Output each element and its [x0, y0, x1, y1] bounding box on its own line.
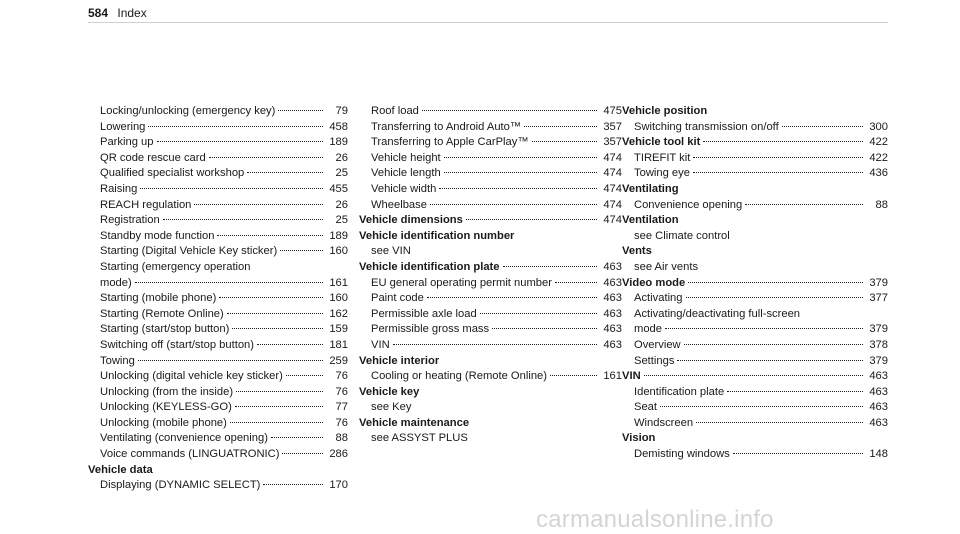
- index-subentry: [88, 229, 348, 245]
- entry-label: EU general operating permit number: [371, 276, 552, 289]
- entry-label: Vehicle tool kit: [622, 136, 701, 149]
- page-reference: 26: [335, 151, 348, 164]
- index-subentry: [88, 182, 348, 198]
- dot-leader: [236, 391, 323, 392]
- entry-label: Starting (start/stop button): [100, 323, 230, 336]
- dot-leader: [733, 453, 863, 454]
- dot-leader: [422, 110, 597, 111]
- entry-label: Unlocking (mobile phone): [100, 416, 227, 429]
- entry-label: Qualified specialist workshop: [100, 167, 245, 180]
- entry-label: Switching transmission on/off: [634, 120, 779, 133]
- index-subentry: [88, 431, 348, 447]
- page-reference: 378: [869, 338, 888, 351]
- index-subentry: [88, 447, 348, 463]
- page-reference: 259: [329, 354, 348, 367]
- page-reference: 422: [869, 136, 888, 149]
- index-subentry: [88, 385, 348, 401]
- index-subentry: [359, 104, 622, 120]
- dot-leader: [660, 406, 863, 407]
- index-reference: see Air vents: [634, 260, 699, 273]
- entry-label: mode): [100, 276, 132, 289]
- dot-leader: [480, 313, 597, 314]
- entry-label: Settings: [634, 354, 675, 367]
- page-reference: 159: [329, 323, 348, 336]
- entry-label: Ventilating (convenience opening): [100, 432, 268, 445]
- index-subentry: [359, 120, 622, 136]
- index-subentry: [622, 198, 888, 214]
- dot-leader: [282, 453, 323, 454]
- index-subentry: [88, 478, 348, 494]
- dot-leader: [148, 126, 323, 127]
- index-subentry: [88, 166, 348, 182]
- watermark: carmanualsonline.info: [536, 506, 774, 533]
- page-reference: 463: [603, 338, 622, 351]
- dot-leader: [686, 297, 863, 298]
- entry-label: REACH regulation: [100, 198, 192, 211]
- entry-label: Starting (Digital Vehicle Key sticker): [100, 245, 278, 258]
- entry-label: Permissible gross mass: [371, 323, 490, 336]
- index-subentry: [88, 369, 348, 385]
- index-subentry: [622, 166, 888, 182]
- entry-label: Convenience opening: [634, 198, 743, 211]
- page-reference: 463: [869, 385, 888, 398]
- index-subentry: [88, 322, 348, 338]
- dot-leader: [677, 360, 863, 361]
- entry-label: Wheelbase: [371, 198, 427, 211]
- index-reference: Activating/deactivating full-screen: [634, 307, 801, 320]
- page-reference: 474: [603, 167, 622, 180]
- entry-label: Standby mode function: [100, 229, 215, 242]
- index-entry: [359, 260, 622, 276]
- index-reference: Starting (emergency operation: [100, 260, 251, 273]
- page-reference: 463: [869, 401, 888, 414]
- index-heading: Vehicle maintenance: [359, 416, 470, 429]
- index-subentry: [359, 369, 622, 385]
- page-reference: 76: [335, 416, 348, 429]
- page-reference: 357: [603, 136, 622, 149]
- entry-label: Lowering: [100, 120, 146, 133]
- entry-label: Transferring to Apple CarPlay™: [371, 136, 529, 149]
- page-reference: 436: [869, 167, 888, 180]
- page-reference: 475: [603, 105, 622, 117]
- page-reference: 463: [603, 292, 622, 305]
- dot-leader: [271, 437, 323, 438]
- entry-label: mode: [634, 323, 662, 336]
- page-reference: 76: [335, 385, 348, 398]
- index-subentry: [88, 244, 348, 260]
- index-subentry: [88, 338, 348, 354]
- index-subentry: [88, 151, 348, 167]
- dot-leader: [194, 204, 323, 205]
- page-reference: 463: [869, 416, 888, 429]
- dot-leader: [138, 360, 323, 361]
- index-subentry: [359, 322, 622, 338]
- index-reference: see ASSYST PLUS: [371, 432, 468, 445]
- entry-label: Locking/unlocking (emergency key): [100, 105, 276, 117]
- index-subentry: [622, 120, 888, 136]
- index-entry: [622, 369, 888, 385]
- entry-label: Registration: [100, 214, 160, 227]
- page-reference: 463: [603, 276, 622, 289]
- page-reference: 463: [603, 307, 622, 320]
- page-reference: 148: [869, 448, 888, 461]
- dot-leader: [782, 126, 863, 127]
- dot-leader: [696, 422, 863, 423]
- index-heading: Vents: [622, 245, 652, 258]
- dot-leader: [665, 328, 863, 329]
- entry-label: TIREFIT kit: [634, 151, 691, 164]
- index-subentry: [622, 291, 888, 307]
- page-reference: 189: [329, 136, 348, 149]
- index-subentry: [88, 416, 348, 432]
- page-reference: 463: [869, 370, 888, 383]
- entry-label: Cooling or heating (Remote Online): [371, 370, 547, 383]
- dot-leader: [209, 157, 323, 158]
- dot-leader: [430, 204, 597, 205]
- entry-label: Towing: [100, 354, 135, 367]
- dot-leader: [286, 375, 323, 376]
- page-reference: 377: [869, 292, 888, 305]
- dot-leader: [257, 344, 323, 345]
- index-subentry: [622, 447, 888, 463]
- page-reference: 463: [603, 323, 622, 336]
- page-reference: 88: [875, 198, 888, 211]
- dot-leader: [393, 344, 597, 345]
- index-subentry: [359, 276, 622, 292]
- entry-label: Vehicle height: [371, 151, 441, 164]
- dot-leader: [280, 250, 323, 251]
- dot-leader: [688, 282, 863, 283]
- index-subentry: [359, 166, 622, 182]
- page-reference: 77: [335, 401, 348, 414]
- dot-leader: [444, 157, 597, 158]
- index-subentry: [359, 198, 622, 214]
- entry-label: Starting (mobile phone): [100, 292, 217, 305]
- entry-label: Overview: [634, 338, 681, 351]
- entry-label: VIN: [622, 370, 641, 383]
- page-reference: 463: [603, 260, 622, 273]
- entry-label: VIN: [371, 338, 390, 351]
- index-reference: see Key: [371, 401, 412, 414]
- index-subentry: [88, 354, 348, 370]
- entry-label: Displaying (DYNAMIC SELECT): [100, 479, 261, 492]
- entry-label: Unlocking (KEYLESS-GO): [100, 401, 232, 414]
- index-subentry: [359, 182, 622, 198]
- entry-label: Starting (Remote Online): [100, 307, 224, 320]
- index-subentry: [359, 135, 622, 151]
- entry-label: Seat: [634, 401, 658, 414]
- dot-leader: [247, 172, 323, 173]
- entry-label: Unlocking (digital vehicle key sticker): [100, 370, 283, 383]
- dot-leader: [492, 328, 597, 329]
- index-subentry: [622, 322, 888, 338]
- entry-label: Video mode: [622, 276, 686, 289]
- entry-label: Activating: [634, 292, 683, 305]
- entry-label: Vehicle identification plate: [359, 260, 500, 273]
- page-reference: 189: [329, 229, 348, 242]
- page-reference: 474: [603, 198, 622, 211]
- page-reference: 161: [603, 370, 622, 383]
- entry-label: Parking up: [100, 136, 154, 149]
- page-reference: 26: [335, 198, 348, 211]
- index-subentry: [88, 276, 348, 292]
- page-reference: 170: [329, 479, 348, 492]
- index-reference: see Climate control: [634, 229, 730, 242]
- dot-leader: [230, 422, 323, 423]
- dot-leader: [163, 219, 323, 220]
- page-reference: 181: [329, 338, 348, 351]
- entry-label: Roof load: [371, 105, 419, 117]
- dot-leader: [157, 141, 324, 142]
- index-subentry: [359, 151, 622, 167]
- index-subentry: [88, 198, 348, 214]
- dot-leader: [532, 141, 597, 142]
- page-reference: 379: [869, 276, 888, 289]
- page-reference: 379: [869, 323, 888, 336]
- index-reference: see VIN: [371, 245, 411, 258]
- header-rule: [88, 22, 888, 23]
- entry-label: Transferring to Android Auto™: [371, 120, 522, 133]
- page-reference: 357: [603, 120, 622, 133]
- index-column-2: [359, 104, 622, 447]
- page-reference: 88: [335, 432, 348, 445]
- entry-label: Permissible axle load: [371, 307, 477, 320]
- dot-leader: [550, 375, 597, 376]
- dot-leader: [503, 266, 598, 267]
- index-heading: Ventilating: [622, 182, 679, 195]
- entry-label: Unlocking (from the inside): [100, 385, 234, 398]
- page-reference: 458: [329, 120, 348, 133]
- dot-leader: [644, 375, 863, 376]
- index-heading: Vehicle identification number: [359, 229, 515, 242]
- entry-label: Towing eye: [634, 167, 690, 180]
- page-reference: 474: [603, 214, 622, 227]
- index-heading: Vehicle position: [622, 105, 708, 117]
- dot-leader: [684, 344, 863, 345]
- dot-leader: [232, 328, 323, 329]
- index-heading: Vision: [622, 432, 656, 445]
- entry-label: Raising: [100, 182, 138, 195]
- page-reference: 161: [329, 276, 348, 289]
- index-subentry: [622, 354, 888, 370]
- dot-leader: [745, 204, 863, 205]
- dot-leader: [444, 172, 597, 173]
- entry-label: Identification plate: [634, 385, 725, 398]
- index-heading: Ventilation: [622, 214, 679, 227]
- page-header: [88, 6, 147, 20]
- dot-leader: [703, 141, 863, 142]
- page-reference: 160: [329, 245, 348, 258]
- page-reference: 300: [869, 120, 888, 133]
- section-title: Index: [117, 6, 147, 20]
- dot-leader: [217, 235, 323, 236]
- page-reference: 162: [329, 307, 348, 320]
- index-subentry: [622, 416, 888, 432]
- index-entry: [622, 135, 888, 151]
- dot-leader: [439, 188, 597, 189]
- page-reference: 455: [329, 182, 348, 195]
- index-subentry: [359, 291, 622, 307]
- entry-label: Switching off (start/stop button): [100, 338, 255, 351]
- index-subentry: [622, 338, 888, 354]
- index-subentry: [88, 307, 348, 323]
- index-subentry: [88, 120, 348, 136]
- page-reference: 379: [869, 354, 888, 367]
- dot-leader: [140, 188, 323, 189]
- index-column-3: [622, 104, 888, 463]
- page-reference: 79: [335, 105, 348, 117]
- index-subentry: [622, 385, 888, 401]
- index-subentry: [622, 151, 888, 167]
- dot-leader: [235, 406, 323, 407]
- entry-label: Paint code: [371, 292, 424, 305]
- dot-leader: [263, 484, 323, 485]
- dot-leader: [693, 172, 863, 173]
- dot-leader: [555, 282, 597, 283]
- index-heading: Vehicle data: [88, 463, 153, 476]
- page-reference: 76: [335, 370, 348, 383]
- entry-label: Voice commands (LINGUATRONIC): [100, 448, 280, 461]
- entry-label: Windscreen: [634, 416, 694, 429]
- index-subentry: [88, 291, 348, 307]
- page-reference: 474: [603, 182, 622, 195]
- index-subentry: [359, 338, 622, 354]
- index-subentry: [88, 104, 348, 120]
- dot-leader: [219, 297, 323, 298]
- index-subentry: [359, 307, 622, 323]
- dot-leader: [227, 313, 323, 314]
- dot-leader: [278, 110, 323, 111]
- page-reference: 286: [329, 448, 348, 461]
- page-reference: 474: [603, 151, 622, 164]
- index-subentry: [88, 213, 348, 229]
- entry-label: Demisting windows: [634, 448, 730, 461]
- entry-label: Vehicle length: [371, 167, 441, 180]
- page-reference: 25: [335, 167, 348, 180]
- index-heading: Vehicle interior: [359, 354, 440, 367]
- dot-leader: [524, 126, 597, 127]
- index-subentry: [88, 135, 348, 151]
- dot-leader: [727, 391, 863, 392]
- dot-leader: [135, 282, 323, 283]
- index-entry: [359, 213, 622, 229]
- dot-leader: [427, 297, 597, 298]
- dot-leader: [693, 157, 863, 158]
- entry-label: QR code rescue card: [100, 151, 206, 164]
- index-entry: [622, 276, 888, 292]
- page-reference: 25: [335, 214, 348, 227]
- entry-label: Vehicle dimensions: [359, 214, 463, 227]
- index-subentry: [622, 400, 888, 416]
- page-reference: 160: [329, 292, 348, 305]
- page-reference: 422: [869, 151, 888, 164]
- page-number: 584: [88, 6, 109, 20]
- entry-label: Vehicle width: [371, 182, 437, 195]
- index-heading: Vehicle key: [359, 385, 420, 398]
- index-subentry: [88, 400, 348, 416]
- index-column-1: [88, 104, 348, 494]
- dot-leader: [466, 219, 597, 220]
